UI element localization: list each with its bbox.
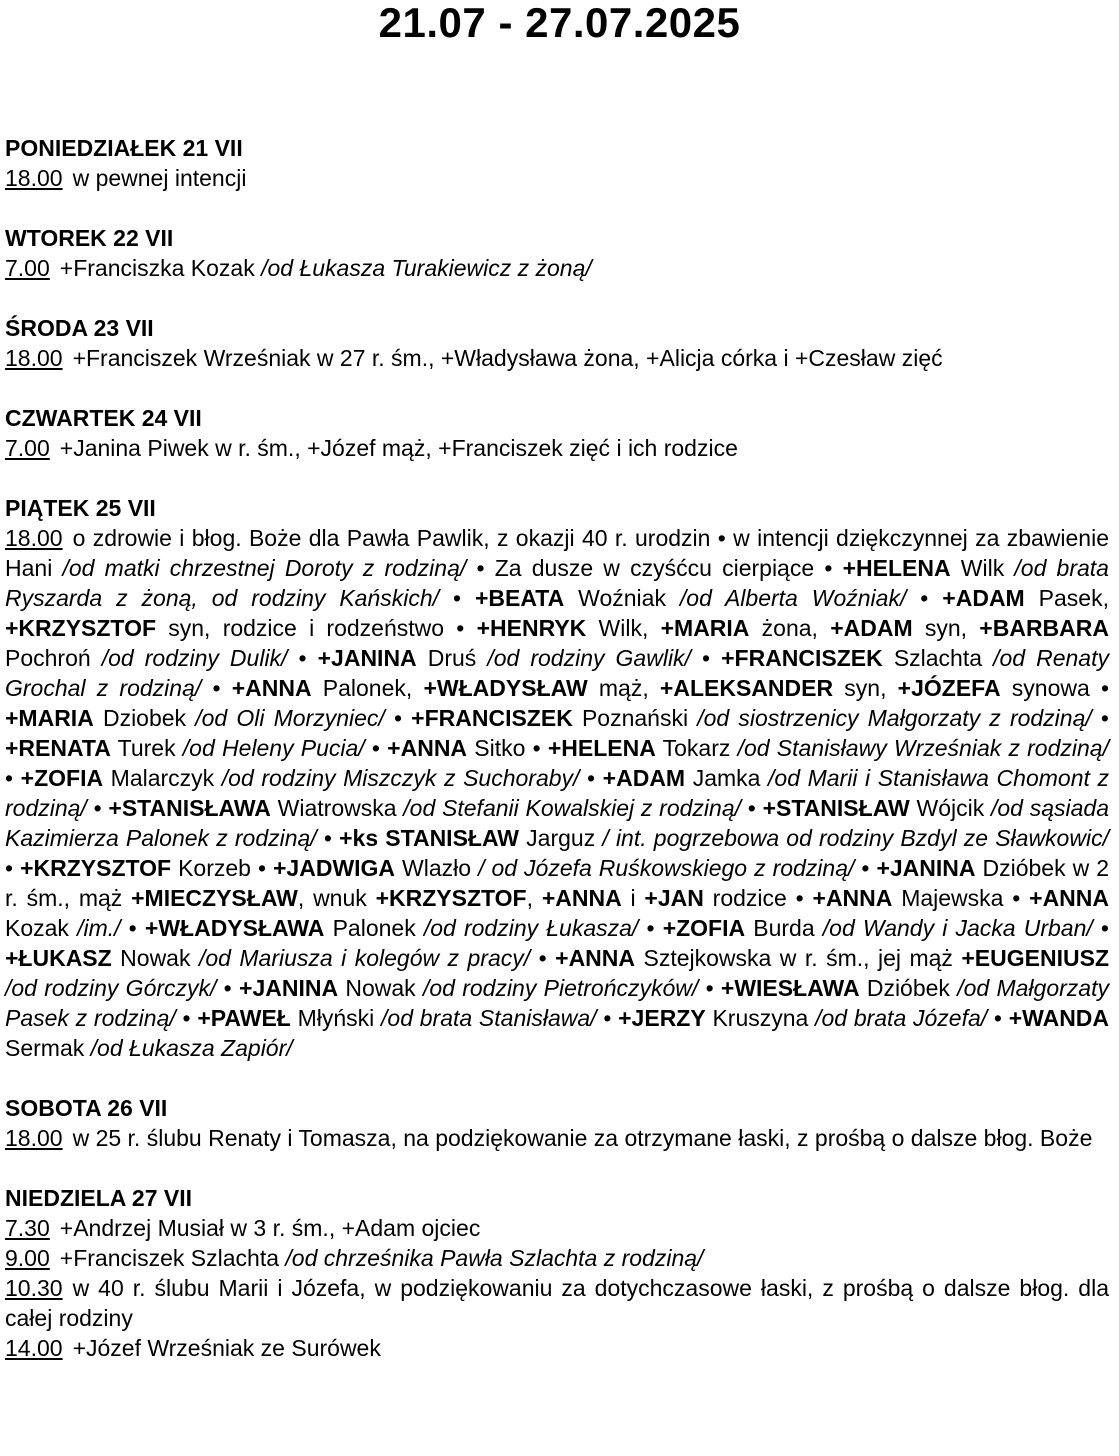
day-section [5,403,1109,463]
intention-text: Burda [745,915,823,941]
day-header: CZWARTEK 24 VII [5,405,202,431]
mass-time: 14.00 [5,1335,63,1361]
intention-text: • [86,795,109,821]
intention-text: Nowak [338,975,423,1001]
deceased-name: +FRANCISZEK [721,645,883,671]
intention-text: Pochroń [5,645,102,671]
deceased-name: +MARIA [5,705,94,731]
intention-text: +Franciszek Wrześniak w 27 r. śm., +Władysława żona, +Alicja córka i +Czesław zięć [72,345,943,371]
intention-source: / od Józefa Ruśkowskiego z rodziną/ [478,855,855,881]
deceased-name: +KRZYSZTOF [20,855,172,881]
deceased-name: +ANNA [1029,885,1110,911]
intention-source: /od matki chrzestnej Doroty z rodziną/ [62,555,467,581]
intention-text: Dzióbek [859,975,958,1001]
intention-text: • [5,765,21,791]
intention-text: +Józef Wrześniak ze Surówek [72,1335,381,1361]
intention-source: /od chrześnika Pawła Szlachta z rodziną/ [285,1245,704,1271]
intention-source: /od brata Ryszarda z żoną, od rodziny Kańskich/ [5,555,1109,611]
mass-time: 10.30 [5,1275,63,1301]
deceased-name: +FRANCISZEK [411,705,573,731]
deceased-name: +ZOFIA [20,765,104,791]
intention-source: /od rodziny Pietrończyków/ [422,975,699,1001]
intention-text: +Franciszka Kozak [59,255,262,281]
intention-source: /od Heleny Pucia/ [182,735,365,761]
deceased-name: +STANISŁAWA [108,795,271,821]
intention-text: Palonek, [311,675,424,701]
intention-source: /od Małgorzaty Pasek z rodziną/ [5,975,1109,1031]
mass-entry [5,1273,1109,1333]
intention-text: Malarczyk [103,765,222,791]
day-header: PONIEDZIAŁEK 21 VII [5,135,243,161]
deceased-name: +ks STANISŁAW [339,825,520,851]
intention-text: +Franciszek Szlachta [59,1245,286,1271]
intention-text: Kruszyna [705,1005,816,1031]
mass-time: 18.00 [5,1125,63,1151]
deceased-name: +BEATA [474,585,565,611]
intention-source: /od rodziny Miszczyk z Suchoraby/ [221,765,580,791]
intention-source: /od rodziny Gawlik/ [487,645,691,671]
deceased-name: +ADAM [602,765,686,791]
day-header: PIĄTEK 25 VII [5,495,156,521]
intention-text: Wilk, [586,615,661,641]
intention-text: Pasek, [1024,585,1109,611]
intention-text: • [201,675,232,701]
intention-text: • [384,705,412,731]
intention-text: Sitko • [467,735,548,761]
deceased-name: +JANINA [876,855,976,881]
intention-text: +Janina Piwek w r. śm., +Józef mąż, +Franciszek zięć i ich rodzice [59,435,738,461]
intention-source: /od siostrzenicy Małgorzaty z rodziną/ [697,705,1092,731]
intention-source: /od Łukasza Zapiór/ [90,1035,293,1061]
deceased-name: +JÓZEFA [897,675,1001,701]
intention-text: • [690,645,722,671]
intention-source: /od Alberta Woźniak/ [679,585,907,611]
intention-text: , [526,885,542,911]
deceased-name: +ANNA [231,675,312,701]
deceased-name: +MIECZYSŁAW [131,885,298,911]
deceased-name: +ANNA [555,945,636,971]
deceased-name: +WŁADYSŁAWA [144,915,325,941]
intention-text: mąż, [587,675,660,701]
deceased-name: +STANISŁAW [762,795,910,821]
intention-text: Sermak [5,1035,91,1061]
intention-source: /od brata Józefa/ [815,1005,988,1031]
mass-entry [5,1333,1109,1363]
intention-text: syn, rodzice i rodzeństwo • [156,615,477,641]
mass-time: 7.30 [5,1215,50,1241]
intention-text: Kozak [5,915,78,941]
mass-time: 7.00 [5,255,50,281]
mass-time: 7.00 [5,435,50,461]
intention-text: Jarguz [519,825,603,851]
intention-source: /od rodziny Górczyk/ [5,975,217,1001]
intention-source: /od Marii i Stanisława Chomont z rodziną/ [5,765,1109,821]
intention-text: rodzice • [703,885,813,911]
intention-text: Wiatrowska [270,795,404,821]
intention-text: Druś [416,645,488,671]
intention-text: • [287,645,318,671]
deceased-name: +WANDA [1008,1005,1110,1031]
intention-text: o zdrowie i błog. Boże dla Pawła Pawlik, z okazji 40 r. urodzin • w intencji dziękczynnej za zbawienie Hani [5,525,1109,581]
page-title: 21.07 - 27.07.2025 [378,0,741,46]
intention-text: , wnuk [297,885,376,911]
intention-source: /od Oli Morzyniec/ [195,705,385,731]
intention-text: • [175,1005,198,1031]
mass-time: 9.00 [5,1245,50,1271]
intention-text: Tokarz [655,735,738,761]
day-section [5,1183,1109,1363]
deceased-name: +HENRYK [476,615,587,641]
intention-text: syn, [833,675,898,701]
deceased-name: +ADAM [830,615,913,641]
deceased-name: +KRZYSZTOF [375,885,527,911]
intention-text: w 40 r. ślubu Marii i Józefa, w podziękowaniu za dotychczasowe łaski, z prośbą o dalsze błog. dla całej rodziny [5,1275,1109,1331]
deceased-name: +JERZY [618,1005,706,1031]
mass-time: 18.00 [5,525,63,551]
deceased-name: +MARIA [660,615,750,641]
day-section [5,133,1109,193]
intention-text: • [439,585,475,611]
mass-time: 18.00 [5,345,63,371]
day-section [5,493,1109,1063]
deceased-name: +HELENA [547,735,656,761]
intention-source: /od brata Stanisława/ [381,1005,597,1031]
deceased-name: +ŁUKASZ [5,945,112,971]
intention-text: w 25 r. ślubu Renaty i Tomasza, na podziękowanie za otrzymane łaski, z prośbą o dalsze błog. Boże [72,1125,1093,1151]
deceased-name: +ZOFIA [662,915,746,941]
intention-text: Poznański [572,705,698,731]
intention-text: Młyński [290,1005,382,1031]
deceased-name: +PAWEŁ [197,1005,291,1031]
deceased-name: +KRZYSZTOF [5,615,157,641]
intention-text: • Za dusze w czyśćcu cierpiące • [466,555,843,581]
intention-source: /od Stanisławy Wrześniak z rodziną/ [737,735,1109,761]
deceased-name: +JANINA [239,975,339,1001]
intention-text: • [216,975,240,1001]
intention-text: Dzióbek w 2 r. śm., mąż [5,855,1109,911]
mass-entry [5,433,1109,463]
intention-text: • [638,915,663,941]
mass-time: 18.00 [5,165,63,191]
intention-source: /od Stefanii Kowalskiej z rodziną/ [403,795,741,821]
mass-entry [5,1213,1109,1243]
deceased-name: +HELENA [842,555,951,581]
intention-text: Majewska • [892,885,1030,911]
intention-text: • [854,855,877,881]
intention-text: • [5,855,21,881]
intention-source: /od Renaty Grochal z rodziną/ [5,645,1109,701]
mass-entry [5,523,1109,1063]
intention-source: /od sąsiada Kazimierza Palonek z rodziną/ [5,795,1110,851]
intention-source: /od Łukasza Turakiewicz z żoną/ [261,255,592,281]
day-header: WTOREK 22 VII [5,225,174,251]
deceased-name: +ANNA [387,735,468,761]
intention-text: Sztejkowska w r. śm., jej mąż [635,945,962,971]
intention-text: Wójcik [909,795,991,821]
intention-text: w pewnej intencji [72,165,247,191]
intention-text: +Andrzej Musiał w 3 r. śm., +Adam ojciec [59,1215,481,1241]
intention-source: /im./ [77,915,121,941]
intention-text: i [621,885,645,911]
day-section [5,313,1109,373]
mass-entry [5,163,1109,193]
deceased-name: +ANNA [541,885,622,911]
mass-entry [5,343,1109,373]
day-header: ŚRODA 23 VII [5,315,154,341]
intention-text: • [579,765,603,791]
deceased-name: +JADWIGA [273,855,396,881]
intention-text: • [364,735,388,761]
intention-text: Wilk [950,555,1015,581]
intention-text: Nowak [111,945,199,971]
mass-entry [5,1123,1109,1153]
day-section [5,223,1109,283]
intention-source: /od Mariusza i kolegów z pracy/ [198,945,531,971]
intention-text: synowa • [1000,675,1110,701]
intention-source: / int. pogrzebowa od rodziny Bzdyl ze Sławkowic/ [602,825,1109,851]
deceased-name: +EUGENIUSZ [961,945,1109,971]
intention-text: Dziobek [93,705,196,731]
deceased-name: +BARBARA [979,615,1109,641]
intention-text: • [741,795,763,821]
deceased-name: +JANINA [317,645,417,671]
deceased-name: +ADAM [942,585,1025,611]
day-header: NIEDZIELA 27 VII [5,1185,193,1211]
intention-text: Turek [110,735,183,761]
deceased-name: +ALEKSANDER [659,675,834,701]
mass-entry [5,253,1109,283]
day-section [5,1093,1109,1153]
intention-text: syn, [912,615,980,641]
intention-text: Palonek [324,915,424,941]
intention-text: • [1091,705,1109,731]
mass-schedule [5,133,1109,1363]
day-header: SOBOTA 26 VII [5,1095,168,1121]
intention-text: • [698,975,721,1001]
intention-source: /od Wandy i Jacka Urban/ [822,915,1093,941]
intention-text: Korzeb • [171,855,273,881]
mass-entry [5,1243,1109,1273]
intention-text: • [596,1005,619,1031]
intention-text: Woźniak [564,585,680,611]
intention-text: Szlachta [882,645,994,671]
deceased-name: +WŁADYSŁAW [423,675,588,701]
intention-text: • [906,585,943,611]
intention-text: • [987,1005,1009,1031]
deceased-name: +JAN [644,885,704,911]
intention-text: Jamka [685,765,769,791]
intention-text: • [316,825,340,851]
intention-source: /od rodziny Dulik/ [101,645,288,671]
deceased-name: +ANNA [812,885,893,911]
intention-text: • [530,945,556,971]
intention-text: Wlazło [395,855,479,881]
intention-text: • [1092,915,1109,941]
intention-text: • [120,915,145,941]
deceased-name: +RENATA [5,735,111,761]
intention-text: żona, [749,615,831,641]
intention-source: /od rodziny Łukasza/ [423,915,639,941]
deceased-name: +WIESŁAWA [720,975,860,1001]
